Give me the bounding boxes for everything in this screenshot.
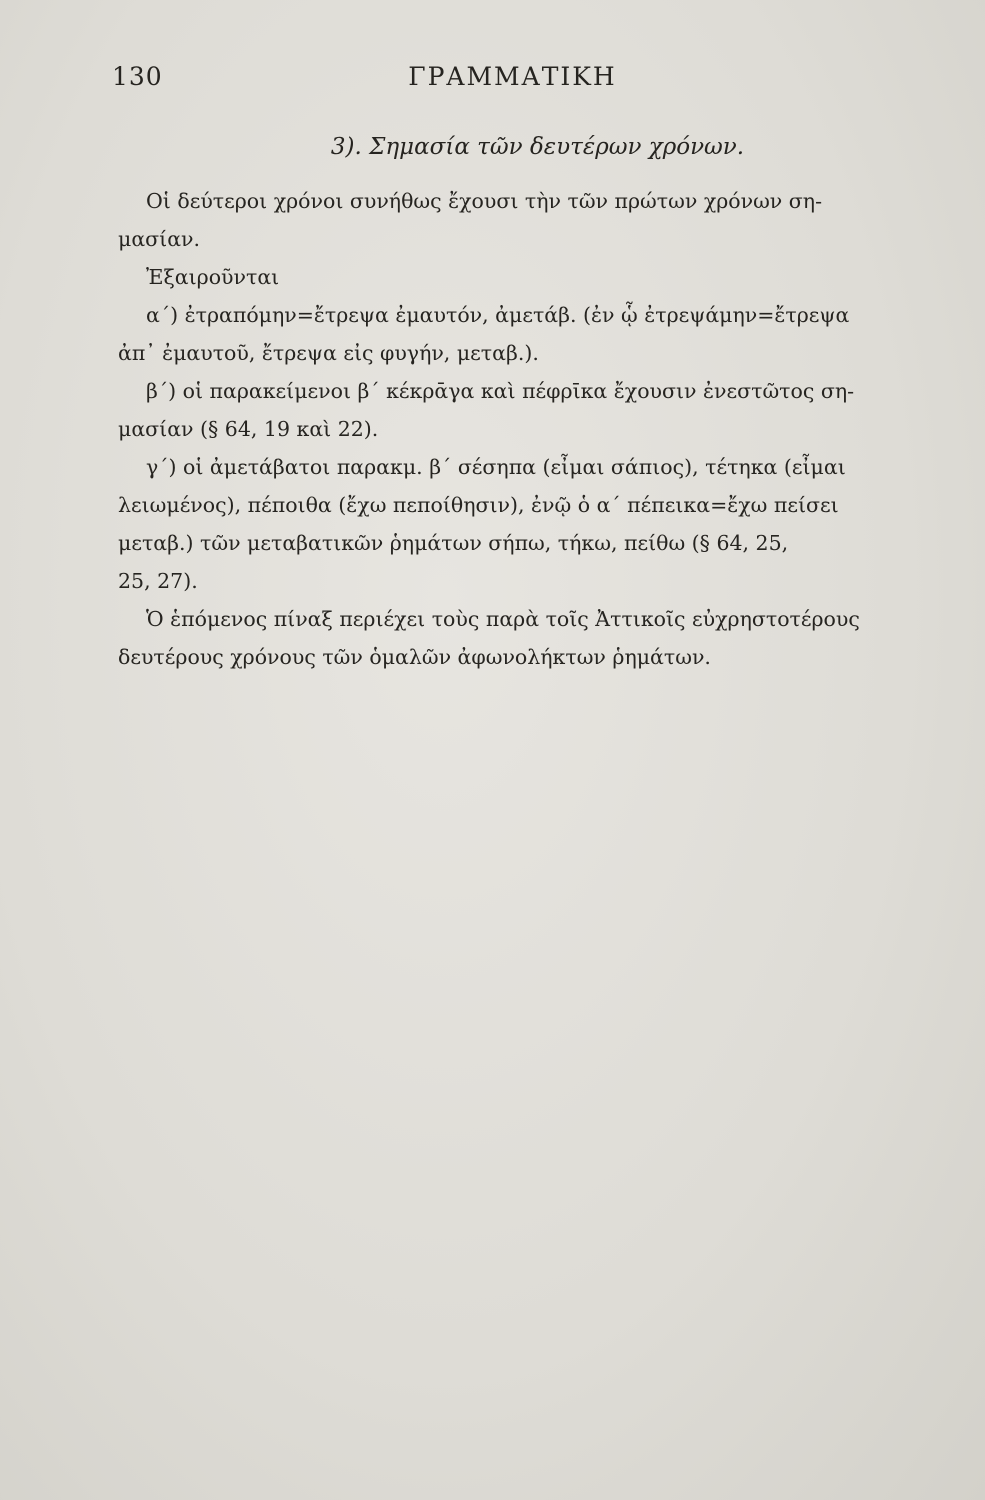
paragraph-line: Ἐξαιροῦνται — [146, 265, 280, 289]
paragraph-line: Οἱ δεύτεροι χρόνοι συνήθως ἔχουσι τὴν τῶν πρώτων χρόνων ση- — [146, 189, 822, 213]
page-number: 130 — [112, 62, 163, 91]
running-title: ΓΡΑΜΜΑΤΙΚΗ — [408, 62, 617, 91]
paragraph-line: δευτέρους χρόνους τῶν ὁμαλῶν ἀφωνολήκτων ῥημάτων. — [118, 645, 711, 669]
body-text — [118, 182, 958, 676]
paragraph-line: α΄) ἐτραπόμην=ἔτρεψα ἐμαυτόν, ἀμετάβ. (ἐν ᾧ ἐτρεψάμην=ἔτρεψα — [146, 303, 850, 327]
paragraph-line: Ὁ ἑπόμενος πίναξ περιέχει τοὺς παρὰ τοῖς Ἀττικοῖς εὐχρηστοτέρους — [146, 607, 860, 631]
paragraph-line: ἀπ᾽ ἐμαυτοῦ, ἔτρεψα εἰς φυγήν, μεταβ.). — [118, 341, 539, 365]
paragraph-line: μασίαν (§ 64, 19 καὶ 22). — [118, 417, 379, 441]
section-heading: 3). Σημασία τῶν δευτέρων χρόνων. — [330, 134, 745, 160]
paragraph-line: λειωμένος), πέποιθα (ἔχω πεποίθησιν), ἐνῷ ὁ α΄ πέπεικα=ἔχω πείσει — [118, 493, 839, 517]
paragraph-line: μεταβ.) τῶν μεταβατικῶν ῥημάτων σήπω, τήκω, πείθω (§ 64, 25, — [118, 531, 789, 555]
paragraph-line: 25, 27). — [118, 569, 198, 593]
paragraph-line: β΄) οἱ παρακείμενοι β΄ κέκρᾱγα καὶ πέφρῑκα ἔχουσιν ἐνεστῶτος ση- — [146, 379, 855, 403]
paragraph-line: μασίαν. — [118, 227, 201, 251]
paragraph-line: γ΄) οἱ ἀμετάβατοι παρακμ. β΄ σέσηπα (εἶμαι σάπιος), τέτηκα (εἶμαι — [146, 455, 846, 479]
